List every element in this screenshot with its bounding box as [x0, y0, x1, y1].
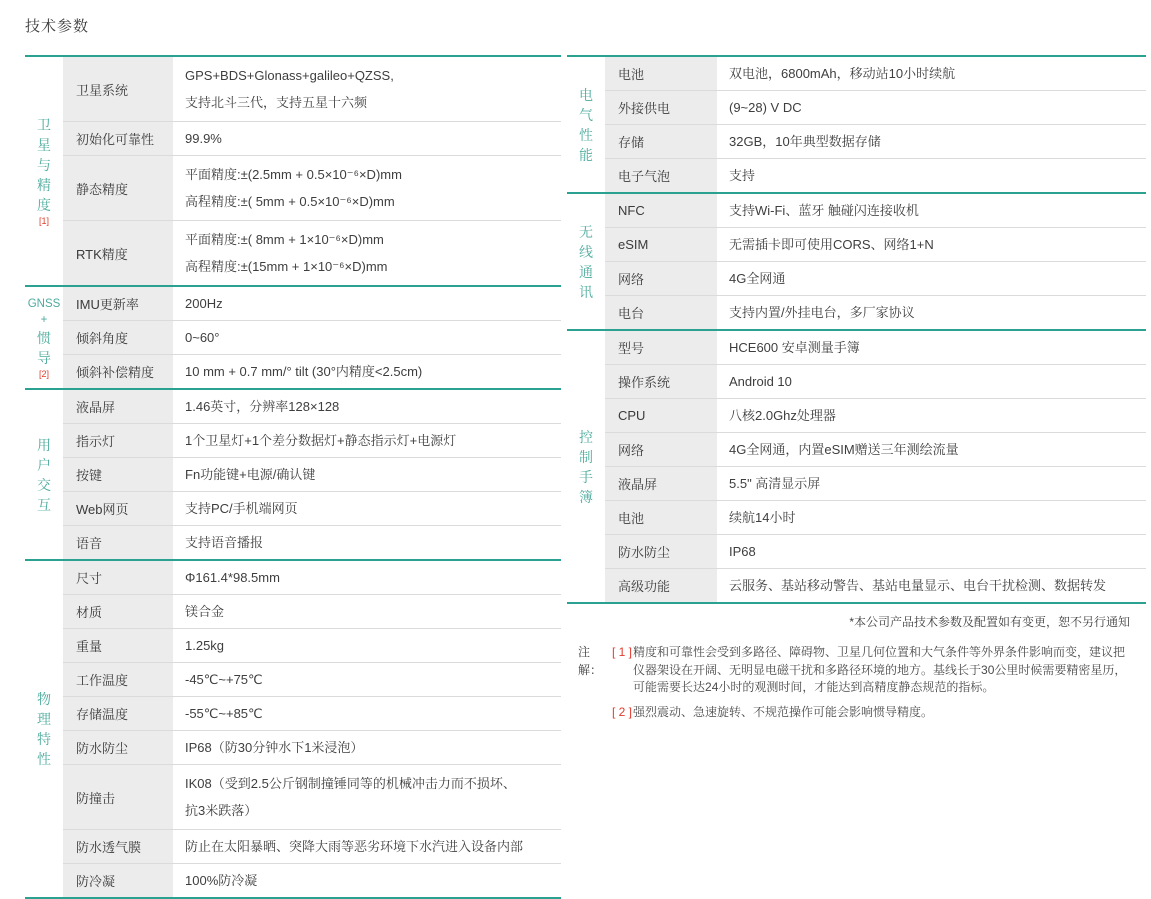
spec-value — [173, 122, 561, 155]
spec-label: 材质 — [63, 595, 173, 628]
spec-value — [173, 424, 561, 457]
spec-row — [63, 561, 561, 595]
spec-value-line: 200Hz — [185, 296, 223, 311]
section-left-0 — [25, 57, 561, 287]
page-title: 技术参数 — [25, 18, 90, 35]
category-char: 物 — [37, 691, 51, 707]
footnote-2 — [578, 704, 1130, 722]
spec-label: IMU更新率 — [63, 287, 173, 320]
spec-value — [717, 399, 1146, 432]
footnote-marker: [ 2 ] — [612, 704, 633, 719]
spec-label: 重量 — [63, 629, 173, 662]
spec-value-line: 无需插卡即可使用CORS、网络1+N — [729, 237, 934, 252]
spec-row — [63, 221, 561, 285]
disclaimer-text: *本公司产品技术参数及配置如有变更，恕不另行通知 — [849, 615, 1130, 629]
spec-value — [173, 864, 561, 897]
spec-label: 防水防尘 — [63, 731, 173, 764]
spec-value — [173, 697, 561, 730]
spec-value — [717, 57, 1146, 90]
category-char: 通 — [579, 263, 593, 280]
spec-value — [173, 492, 561, 525]
spec-value-line: 支持Wi-Fi、蓝牙 触碰闪连接收机 — [729, 203, 919, 218]
spec-value-line: 支持 — [729, 168, 756, 183]
spec-row — [605, 91, 1146, 125]
category-char: 控 — [579, 428, 593, 445]
spec-label: NFC — [605, 194, 717, 227]
spec-label: 语音 — [63, 526, 173, 559]
spec-row — [605, 57, 1146, 91]
spec-value — [717, 159, 1146, 192]
spec-value — [173, 221, 561, 285]
spec-row — [63, 458, 561, 492]
spec-value-line: 平面精度:±(2.5mm + 0.5×10⁻⁶×D)mm — [185, 167, 402, 182]
spec-label: 存储 — [605, 125, 717, 158]
spec-value-line: 1个卫星灯+1个差分数据灯+静态指示灯+电源灯 — [185, 433, 457, 448]
spec-row — [63, 526, 561, 559]
footnote-line: 可能需要长达24小时的观测时间，才能达到高精度静态规范的指标。 — [633, 680, 995, 694]
spec-value — [173, 526, 561, 559]
spec-value-line: 支持内置/外挂电台，多厂家协议 — [729, 305, 915, 320]
spec-value — [173, 390, 561, 423]
section-right-1 — [567, 194, 1146, 331]
section-category-label — [567, 57, 605, 192]
category-char: 性 — [37, 751, 51, 767]
spec-label: Web网页 — [63, 492, 173, 525]
spec-value — [717, 228, 1146, 261]
spec-label: 存储温度 — [63, 697, 173, 730]
spec-label: 倾斜补偿精度 — [63, 355, 173, 388]
spec-value — [717, 467, 1146, 500]
spec-row — [63, 424, 561, 458]
spec-label: 电池 — [605, 57, 717, 90]
spec-row — [605, 194, 1146, 228]
spec-value-line: 1.25kg — [185, 638, 225, 653]
spec-row — [605, 331, 1146, 365]
spec-value — [173, 765, 561, 829]
spec-label: 尺寸 — [63, 561, 173, 594]
spec-label: 操作系统 — [605, 365, 717, 398]
category-char: 卫 — [37, 117, 51, 133]
footnote-1 — [578, 644, 1130, 697]
section-rows — [63, 390, 561, 559]
spec-row — [605, 125, 1146, 159]
spec-row — [605, 569, 1146, 602]
category-char: 讯 — [579, 283, 593, 300]
spec-value — [173, 156, 561, 220]
spec-row — [63, 629, 561, 663]
spec-value-line: 续航14小时 — [729, 510, 796, 525]
category-char: 能 — [579, 146, 593, 163]
spec-table-left — [25, 55, 561, 899]
spec-row — [63, 390, 561, 424]
spec-value-line: IK08（受到2.5公斤钢制撞锤同等的机械冲击力而不损坏、 — [185, 776, 516, 791]
section-rows — [63, 287, 561, 388]
spec-row — [63, 122, 561, 156]
spec-value-line: 1.46英寸，分辨率128×128 — [185, 399, 340, 414]
footnote-marker: [ 1 ] — [612, 645, 633, 659]
spec-value-line: -45℃~+75℃ — [185, 672, 263, 687]
spec-value-line: 99.9% — [185, 131, 222, 146]
spec-value-line: IP68 — [729, 544, 756, 559]
category-char: 手 — [579, 468, 593, 485]
spec-value-line: 镁合金 — [185, 604, 225, 619]
spec-row — [605, 535, 1146, 569]
spec-value — [173, 561, 561, 594]
spec-label: 倾斜角度 — [63, 321, 173, 354]
spec-row — [63, 156, 561, 221]
spec-row — [63, 830, 561, 864]
footnotes-label: 注解： — [578, 645, 603, 677]
spec-value-line: Φ161.4*98.5mm — [185, 570, 280, 585]
spec-label: 型号 — [605, 331, 717, 364]
category-footnote-ref: [1] — [38, 216, 49, 226]
spec-value — [173, 287, 561, 320]
spec-label: 高级功能 — [605, 569, 717, 602]
spec-value — [717, 433, 1146, 466]
spec-label: 液晶屏 — [63, 390, 173, 423]
spec-row — [605, 433, 1146, 467]
spec-value — [173, 663, 561, 696]
spec-row — [605, 262, 1146, 296]
spec-label: eSIM — [605, 228, 717, 261]
section-rows — [63, 57, 561, 285]
section-left-2 — [25, 390, 561, 561]
spec-row — [605, 399, 1146, 433]
spec-value-line: GPS+BDS+Glonass+galileo+QZSS, — [185, 68, 394, 83]
spec-label: 防冷凝 — [63, 864, 173, 897]
spec-value-line: 高程精度:±(15mm + 1×10⁻⁶×D)mm — [185, 259, 388, 274]
footnote-text — [633, 704, 1130, 722]
spec-value-line: -55℃~+85℃ — [185, 706, 263, 721]
spec-row — [605, 296, 1146, 329]
spec-value-line: HCE600 安卓测量手簿 — [729, 340, 860, 355]
category-char: 度 — [37, 197, 51, 213]
spec-value — [173, 57, 561, 121]
category-char: 惯 — [37, 329, 51, 346]
spec-value-line: 支持北斗三代，支持五星十六频 — [185, 95, 368, 110]
spec-label: CPU — [605, 399, 717, 432]
spec-row — [63, 731, 561, 765]
spec-value-line: 云服务、基站移动警告、基站电量显示、电台干扰检测、数据转发 — [729, 578, 1107, 593]
section-category-label — [567, 194, 605, 329]
spec-row — [605, 467, 1146, 501]
category-char: GNSS — [27, 297, 61, 310]
spec-value-line: Android 10 — [729, 374, 792, 389]
footnote-line: 仪器架设在开阔、无明显电磁干扰和多路径环境的地方。基线长于30公里时候需要精密星历， — [633, 662, 1127, 677]
spec-label: 电池 — [605, 501, 717, 534]
category-char: 互 — [37, 496, 51, 513]
spec-row — [605, 365, 1146, 399]
category-char: 制 — [579, 448, 593, 465]
spec-row — [63, 864, 561, 897]
spec-value-line: 高程精度:±( 5mm + 0.5×10⁻⁶×D)mm — [185, 194, 395, 209]
spec-value-line: 平面精度:±( 8mm + 1×10⁻⁶×D)mm — [185, 232, 384, 247]
spec-value — [717, 535, 1146, 568]
footnotes — [578, 644, 1130, 721]
footnote-text — [633, 644, 1130, 697]
category-char: 用 — [37, 436, 51, 453]
category-char: 与 — [37, 157, 51, 173]
spec-label: 网络 — [605, 262, 717, 295]
spec-label: 静态精度 — [63, 156, 173, 220]
spec-value-line: 100%防冷凝 — [185, 873, 258, 888]
spec-label: 防撞击 — [63, 765, 173, 829]
category-char: 无 — [579, 223, 593, 240]
spec-value-line: 支持语音播报 — [185, 535, 264, 550]
spec-label: RTK精度 — [63, 221, 173, 285]
spec-value — [173, 629, 561, 662]
spec-label: 防水防尘 — [605, 535, 717, 568]
category-char: 特 — [37, 731, 51, 747]
spec-value-line: 32GB，10年典型数据存储 — [729, 134, 881, 149]
spec-label: 卫星系统 — [63, 57, 173, 121]
spec-value — [717, 194, 1146, 227]
section-category-label — [25, 561, 63, 897]
spec-value — [173, 321, 561, 354]
spec-value-line: 0~60° — [185, 330, 220, 345]
spec-row — [63, 287, 561, 321]
spec-value-line: IP68（防30分钟水下1米浸泡） — [185, 740, 364, 755]
spec-row — [63, 697, 561, 731]
spec-row — [63, 355, 561, 388]
spec-value-line: 抗3米跌落） — [185, 803, 258, 818]
section-left-3 — [25, 561, 561, 899]
category-char: 户 — [37, 456, 51, 473]
footnote-line: 精度和可靠性会受到多路径、障碍物、卫星几何位置和大气条件等外界条件影响而变，建议把 — [633, 645, 1126, 659]
section-category-label — [25, 57, 63, 285]
spec-row — [63, 492, 561, 526]
spec-label: 网络 — [605, 433, 717, 466]
section-right-0 — [567, 57, 1146, 194]
spec-label: 防水透气膜 — [63, 830, 173, 863]
spec-label: 外接供电 — [605, 91, 717, 124]
footnote-line: 强烈震动、急速旋转、不规范操作可能会影响惯导精度。 — [633, 704, 934, 719]
spec-label: 初始化可靠性 — [63, 122, 173, 155]
spec-value — [717, 296, 1146, 329]
spec-value-line: 支持PC/手机端网页 — [185, 501, 298, 516]
spec-table-right — [567, 55, 1146, 604]
spec-label: 指示灯 — [63, 424, 173, 457]
spec-label: 电子气泡 — [605, 159, 717, 192]
spec-value — [717, 91, 1146, 124]
spec-value-line: 八核2.0Ghz处理器 — [729, 408, 836, 423]
spec-value — [717, 331, 1146, 364]
section-category-label — [25, 390, 63, 559]
category-char: 交 — [37, 476, 51, 493]
category-char: 簿 — [579, 488, 593, 505]
section-rows — [605, 331, 1146, 602]
category-footnote-ref: [2] — [38, 368, 49, 379]
spec-value-line: 防止在太阳暴晒、突降大雨等恶劣环境下水汽进入设备内部 — [185, 839, 524, 854]
spec-label: 液晶屏 — [605, 467, 717, 500]
category-char: 性 — [579, 126, 593, 143]
section-category-label — [25, 287, 63, 388]
category-char: 电 — [579, 86, 593, 103]
spec-row — [63, 57, 561, 122]
category-char: 线 — [579, 243, 593, 260]
spec-value-line: 5.5" 高清显示屏 — [729, 476, 821, 491]
spec-value-line: Fn功能键+电源/确认键 — [185, 467, 316, 482]
spec-value-line: 4G全网通，内置eSIM赠送三年测绘流量 — [729, 442, 959, 457]
footer — [578, 614, 1130, 721]
category-char: 精 — [37, 177, 51, 193]
section-right-2 — [567, 331, 1146, 604]
category-char: 星 — [37, 137, 51, 153]
spec-value-line: (9~28) V DC — [729, 100, 802, 115]
spec-value — [717, 125, 1146, 158]
section-rows — [605, 57, 1146, 192]
category-char: 理 — [37, 711, 51, 727]
spec-label: 电台 — [605, 296, 717, 329]
spec-row — [605, 159, 1146, 192]
spec-row — [605, 228, 1146, 262]
category-char: 导 — [37, 349, 51, 366]
category-char: + — [40, 313, 48, 326]
spec-value — [173, 458, 561, 491]
spec-value-line: 4G全网通 — [729, 271, 786, 286]
spec-value — [173, 731, 561, 764]
spec-value — [173, 830, 561, 863]
section-rows — [63, 561, 561, 897]
spec-label: 工作温度 — [63, 663, 173, 696]
spec-value — [717, 365, 1146, 398]
spec-value — [717, 501, 1146, 534]
spec-row — [63, 765, 561, 830]
category-char: 气 — [579, 106, 593, 123]
spec-row — [63, 321, 561, 355]
spec-value — [717, 569, 1146, 602]
spec-row — [63, 663, 561, 697]
spec-value — [717, 262, 1146, 295]
section-left-1 — [25, 287, 561, 390]
spec-label: 按键 — [63, 458, 173, 491]
spec-value-line: 10 mm + 0.7 mm/° tilt (30°内精度<2.5cm) — [185, 364, 423, 379]
spec-row — [605, 501, 1146, 535]
spec-row — [63, 595, 561, 629]
spec-value — [173, 355, 561, 388]
spec-value-line: 双电池，6800mAh，移动站10小时续航 — [729, 66, 956, 81]
section-category-label — [567, 331, 605, 602]
spec-value — [173, 595, 561, 628]
section-rows — [605, 194, 1146, 329]
